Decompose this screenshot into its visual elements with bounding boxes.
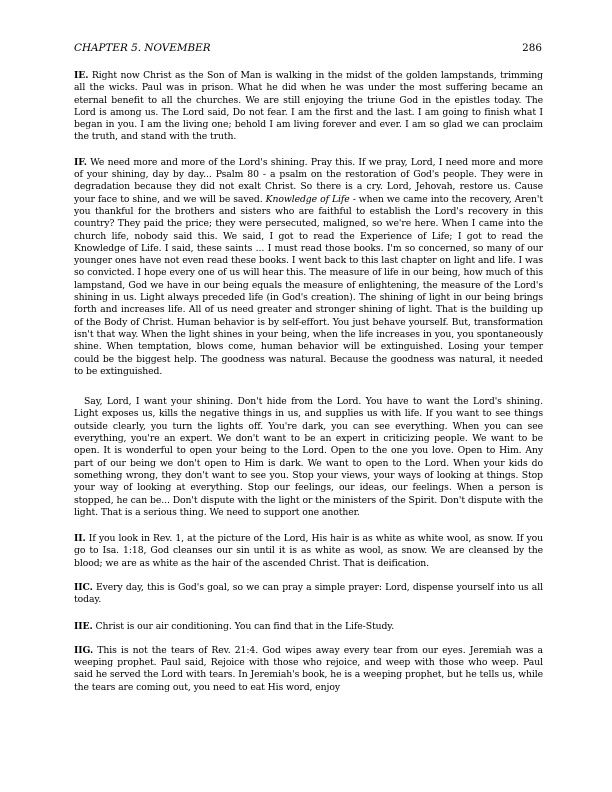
paragraph-text: If you look in Rev. 1, at the picture of the Lord, His hair is as white as white wool, as snow. If you go to Isa. 1:18, God cleanses our sin until it is as white as wool, as snow. We are cleansed by the blood; we are as white as the hair of the ascended Christ. That is deification. [74, 533, 543, 569]
paragraph-label: IF. [74, 156, 87, 168]
paragraph-label: IIC. [74, 581, 93, 593]
page-body [74, 70, 543, 709]
paragraph-ie [74, 70, 543, 144]
paragraph-text: Every day, this is God's goal, so we can pray a simple prayer: Lord, dispense yourself into us all today. [74, 581, 543, 606]
page-number: 286 [522, 42, 542, 54]
paragraph-label: II. [74, 533, 86, 545]
paragraph-iig [74, 645, 543, 694]
paragraph-label: IIG. [74, 644, 94, 656]
paragraph-lord-shining [74, 396, 543, 519]
paragraph-text: Right now Christ as the Son of Man is walking in the midst of the golden lampstands, trimming all the wicks. Paul was in prison. What he did when he was under the most suffering became an eternal benefit to all the churches. We are still enjoying the triune God in the epistles today. The Lord is among us. The Lord said, Do not fear. I am the first and the last. I am going to finish what I began in you. I am the living one; behold I am living forever and ever. I am so glad we can proclaim the truth, and stand with the truth. [74, 70, 543, 143]
paragraph-label: IE. [74, 70, 89, 81]
paragraph-text: This is not the tears of Rev. 21:4. God wipes away every tear from our eyes. Jeremiah was a weeping prophet. Paul said, Rejoice with those who rejoice, and weep with those who weep. Paul said he served the Lord with tears. In Jeremiah's book, he is a weeping prophet, but he tells us, while the tears are coming out, you need to eat His word, enjoy [74, 644, 543, 693]
paragraph-text: Christ is our air conditioning. You can find that in the Life-Study. [95, 620, 395, 632]
paragraph-iie [74, 621, 543, 633]
chapter-title: CHAPTER 5. NOVEMBER [74, 42, 211, 54]
paragraph-ii [74, 533, 543, 570]
paragraph-text: We need more and more of the Lord's shining. Pray this. If we pray, Lord, I need more and more of your shining, day by day... Psalm 80 - a psalm on the restoration of God's people. They were in degradation because they did not exalt Christ. So there is a cry. Lord, Jehovah, restore us. Cause your face to shine, and we will be saved. [74, 156, 543, 205]
paragraph-text: Say, Lord, I want your shining. Don't hide from the Lord. You have to want the Lord's shining. Light exposes us, kills the negative things in us, and supplies us with life. If you want to see things outside clearly, you turn the lights off. You're dark, you can see everything. When you can see everything, you're an expert. We don't want to be an expert in criticizing people. We want to be open. It is wonderful to open your being to the Lord. Open to the one you love. Open to Him. Any part of our being we don't open to Him is dark. We want to open to the Lord. When your kids do something wrong, they don't want to see you. Stop your views, your ways of looking at things. Stop your way of looking at everything. Stop our feelings, our ideas, our feelings. When a person is stopped, he can be... Don't dispute with the light or the ministers of the Spirit. Don't dispute with the light. That is a serious thing. We need to support one another. [74, 396, 543, 518]
book-title-italic: Knowledge of Life [265, 193, 350, 205]
paragraph-text-continued: - when we came into the recovery, Aren't you thankful for the brothers and sisters who are faithful to establish the Lord's recovery in this country? They paid the price; they were persecuted, maligned, so we're here. When I came into the church life, nobody said this. We said, I got to read the Experience of Life; I got to read the Knowledge of Life. I said, these saints ... I must read those books. I'm so concerned, so many of our younger ones have not even read these books. I went back to this last chapter on light and life. I was so convicted. I hope every one of us will hear this. The measure of life in our being, how much of this lampstand, God we have in our being equals the measure of enlightening, the measure of the Lord's shining in us. Light always preceded life (in God's creation). The shining of light in our being brings forth and increases life. All of us need greater and stronger shining of light. That is the building up of the Body of Christ. Human behavior is by self-effort. You just behave yourself. But, transformation isn't that way. When the light shines in your being, when the life increases in you, you spontaneously shine. When temptation, blows come, human behavior will be extinguished. Losing your temper could be the biggest help. The goodness was natural. Because the goodness was natural, it needed to be extinguished. [74, 193, 543, 377]
paragraph-iic [74, 582, 543, 607]
paragraph-if [74, 157, 543, 378]
paragraph-label: IIE. [74, 620, 93, 632]
